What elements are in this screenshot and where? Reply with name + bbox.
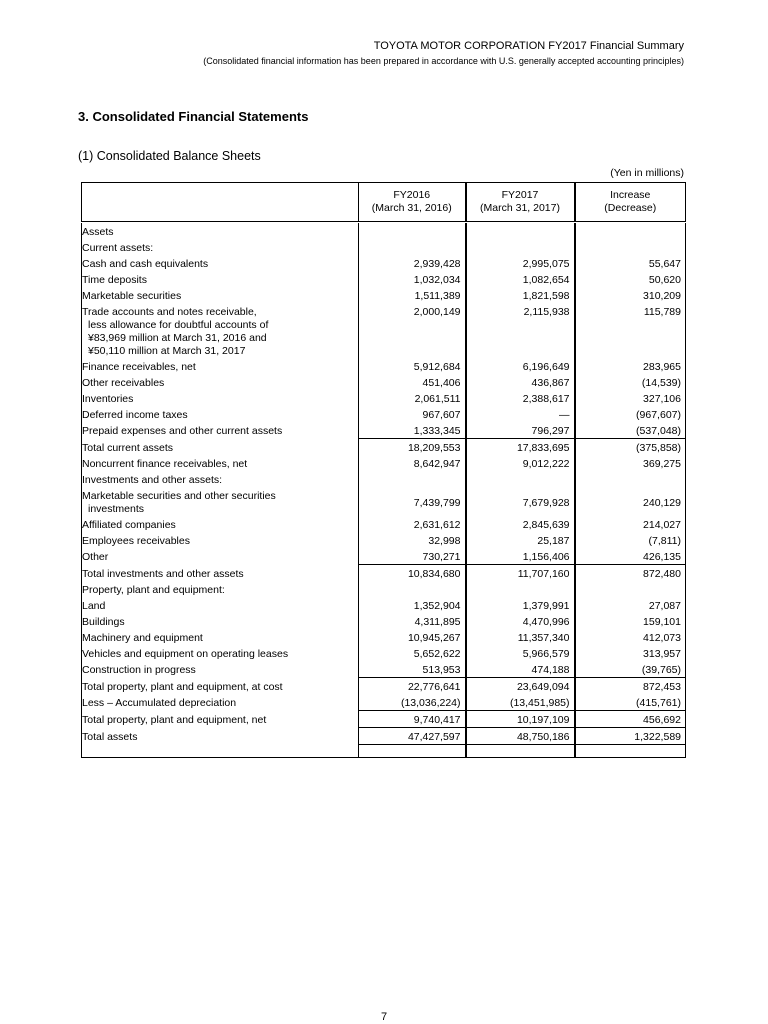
- cell-fy2016: 513,953: [359, 661, 466, 678]
- table-row: [82, 711, 686, 728]
- document-header-note: (Consolidated financial information has been prepared in accordance with U.S. generally accepted accounting principles): [203, 56, 684, 66]
- cell-fy2016: 8,642,947: [359, 455, 466, 471]
- cell-change: [575, 239, 686, 255]
- cell-fy2016: 5,652,622: [359, 645, 466, 661]
- cell-change: 27,087: [575, 597, 686, 613]
- cell-fy2017: 10,197,109: [466, 711, 575, 728]
- cell-fy2017: 9,012,222: [466, 455, 575, 471]
- page-number: 7: [380, 1011, 388, 1023]
- table-row: [82, 455, 686, 471]
- header-label-cell: [82, 183, 359, 222]
- table-row: [82, 255, 686, 271]
- row-label-text: Total property, plant and equipment, net: [82, 713, 267, 726]
- cell-fy2017: 796,297: [466, 422, 575, 439]
- row-label-text: Land: [82, 600, 106, 612]
- cell-change: 426,135: [575, 548, 686, 565]
- cell-fy2016: 4,311,895: [359, 613, 466, 629]
- table-row: [82, 728, 686, 745]
- cell-fy2017: 436,867: [466, 374, 575, 390]
- row-label-text: Marketable securities: [82, 290, 182, 302]
- row-label: [82, 516, 359, 532]
- balance-sheet-body: [82, 223, 686, 758]
- cell-change: [575, 223, 686, 239]
- cell-fy2016: 730,271: [359, 548, 466, 565]
- table-row: [82, 374, 686, 390]
- cell-fy2017: 1,821,598: [466, 287, 575, 303]
- table-row: [82, 565, 686, 582]
- cell-change: 369,275: [575, 455, 686, 471]
- header-fy2016-year: FY2016: [393, 189, 431, 201]
- row-label: [82, 629, 359, 645]
- row-label: [82, 358, 359, 374]
- cell-fy2017: 5,966,579: [466, 645, 575, 661]
- table-row: [82, 303, 686, 358]
- cell-fy2017: 1,156,406: [466, 548, 575, 565]
- table-row: [82, 629, 686, 645]
- cell-fy2017: 48,750,186: [466, 728, 575, 745]
- row-label-text: Assets: [82, 226, 114, 238]
- row-label-text: Noncurrent finance receivables, net: [82, 458, 248, 470]
- table-row: [82, 581, 686, 597]
- cell-fy2017: [466, 471, 575, 487]
- cell-fy2016: [359, 239, 466, 255]
- row-label-text: Marketable securities and other securities: [82, 490, 276, 502]
- table-row: [82, 532, 686, 548]
- row-label-text: Construction in progress: [82, 664, 196, 676]
- cell-change: 214,027: [575, 516, 686, 532]
- table-row: [82, 406, 686, 422]
- row-label-continuation: less allowance for doubtful accounts of: [88, 319, 269, 331]
- cell-fy2017: 2,115,938: [466, 303, 575, 358]
- unit-note: (Yen in millions): [610, 167, 684, 179]
- row-label: [82, 661, 359, 678]
- cell-fy2017: 11,357,340: [466, 629, 575, 645]
- row-label-text: Inventories: [82, 393, 134, 405]
- cell-change: 872,480: [575, 565, 686, 582]
- cell-change: [575, 581, 686, 597]
- row-label: [82, 487, 359, 516]
- row-label-text: Other: [82, 551, 109, 563]
- table-row: [82, 694, 686, 711]
- row-label: [82, 711, 359, 728]
- cell-fy2016: 9,740,417: [359, 711, 466, 728]
- row-label-text: Other receivables: [82, 377, 165, 389]
- cell-change: 310,209: [575, 287, 686, 303]
- row-label: [82, 728, 359, 745]
- row-label-text: Investments and other assets:: [82, 474, 223, 486]
- cell-fy2016: 32,998: [359, 532, 466, 548]
- cell-fy2017: 2,845,639: [466, 516, 575, 532]
- cell-fy2017: 2,388,617: [466, 390, 575, 406]
- cell-change: 159,101: [575, 613, 686, 629]
- document-header-company: TOYOTA MOTOR CORPORATION FY2017 Financial Summary: [373, 40, 684, 52]
- row-label-text: Total property, plant and equipment, at cost: [82, 680, 283, 693]
- cell-fy2016: [359, 223, 466, 239]
- row-label-text: Cash and cash equivalents: [82, 258, 209, 270]
- row-label: [82, 565, 359, 582]
- cell-change: 1,322,589: [575, 728, 686, 745]
- cell-change: (39,765): [575, 661, 686, 678]
- row-label: [82, 255, 359, 271]
- header-fy2016-date: (March 31, 2016): [371, 202, 452, 214]
- row-label-text: Total investments and other assets: [82, 567, 244, 580]
- cell-fy2017: 4,470,996: [466, 613, 575, 629]
- row-label: [82, 581, 359, 597]
- row-label-continuation: ¥83,969 million at March 31, 2016 and: [88, 332, 267, 344]
- cell-change: (7,811): [575, 532, 686, 548]
- cell-change: 240,129: [575, 487, 686, 516]
- cell-fy2016: 1,032,034: [359, 271, 466, 287]
- table-row: [82, 471, 686, 487]
- table-row: [82, 358, 686, 374]
- table-row: [82, 223, 686, 239]
- row-label: [82, 287, 359, 303]
- row-label: [82, 374, 359, 390]
- cell-fy2016: 7,439,799: [359, 487, 466, 516]
- header-fy2017-year: FY2017: [501, 189, 539, 201]
- cell-fy2017: [466, 223, 575, 239]
- cell-fy2016: 10,834,680: [359, 565, 466, 582]
- cell-fy2017: 1,082,654: [466, 271, 575, 287]
- cell-change: 283,965: [575, 358, 686, 374]
- table-row: [82, 597, 686, 613]
- row-label-text: Employees receivables: [82, 535, 190, 547]
- row-label: [82, 303, 359, 358]
- row-label-text: Vehicles and equipment on operating leases: [82, 648, 289, 660]
- row-label-continuation: ¥50,110 million at March 31, 2017: [88, 345, 246, 357]
- row-label: [82, 223, 359, 239]
- cell-fy2017: 25,187: [466, 532, 575, 548]
- table-row: [82, 678, 686, 695]
- row-label-text: Current assets:: [82, 242, 154, 254]
- row-label-text: Machinery and equipment: [82, 632, 203, 644]
- row-label: [82, 597, 359, 613]
- cell-fy2016: 2,939,428: [359, 255, 466, 271]
- table-row: [82, 645, 686, 661]
- cell-change: (415,761): [575, 694, 686, 711]
- row-label-text: Property, plant and equipment:: [82, 584, 225, 596]
- row-label-continuation: investments: [88, 503, 145, 515]
- table-row: [82, 287, 686, 303]
- section-subtitle: (1) Consolidated Balance Sheets: [78, 149, 261, 163]
- table-row: [82, 548, 686, 565]
- cell-fy2016: 451,406: [359, 374, 466, 390]
- row-label: [82, 645, 359, 661]
- cell-fy2016: 2,000,149: [359, 303, 466, 358]
- cell-fy2017: 7,679,928: [466, 487, 575, 516]
- cell-fy2016: (13,036,224): [359, 694, 466, 711]
- row-label: [82, 439, 359, 456]
- table-bottom-border: [82, 745, 686, 758]
- cell-fy2016: 1,333,345: [359, 422, 466, 439]
- cell-fy2016: 967,607: [359, 406, 466, 422]
- row-label: [82, 532, 359, 548]
- cell-fy2017: [466, 239, 575, 255]
- row-label-text: Total assets: [82, 730, 138, 743]
- cell-change: 115,789: [575, 303, 686, 358]
- table-row: [82, 439, 686, 456]
- row-label: [82, 455, 359, 471]
- table-row: [82, 239, 686, 255]
- cell-fy2017: 17,833,695: [466, 439, 575, 456]
- row-label-text: Prepaid expenses and other current assets: [82, 425, 283, 437]
- row-label-text: Less – Accumulated depreciation: [82, 697, 237, 709]
- cell-fy2016: 1,352,904: [359, 597, 466, 613]
- cell-fy2016: 2,061,511: [359, 390, 466, 406]
- cell-fy2016: 18,209,553: [359, 439, 466, 456]
- balance-sheet-table: [81, 182, 686, 758]
- cell-fy2016: 5,912,684: [359, 358, 466, 374]
- cell-change: (967,607): [575, 406, 686, 422]
- cell-change: 313,957: [575, 645, 686, 661]
- cell-fy2016: [359, 581, 466, 597]
- cell-fy2016: 22,776,641: [359, 678, 466, 695]
- cell-fy2017: 11,707,160: [466, 565, 575, 582]
- row-label: [82, 471, 359, 487]
- cell-fy2017: 2,995,075: [466, 255, 575, 271]
- cell-change: (375,858): [575, 439, 686, 456]
- row-label: [82, 548, 359, 565]
- cell-fy2017: 1,379,991: [466, 597, 575, 613]
- cell-change: 327,106: [575, 390, 686, 406]
- cell-change: 412,073: [575, 629, 686, 645]
- table-row: [82, 422, 686, 439]
- cell-fy2017: —: [466, 406, 575, 422]
- table-row: [82, 613, 686, 629]
- cell-fy2016: 2,631,612: [359, 516, 466, 532]
- cell-change: 50,620: [575, 271, 686, 287]
- row-label: [82, 694, 359, 711]
- row-label-text: Total current assets: [82, 441, 174, 454]
- cell-fy2016: 10,945,267: [359, 629, 466, 645]
- cell-fy2017: 6,196,649: [466, 358, 575, 374]
- header-fy2017-date: (March 31, 2017): [480, 202, 560, 214]
- header-change: [575, 183, 686, 222]
- header-change-title: Increase: [610, 189, 651, 201]
- table-row: [82, 271, 686, 287]
- row-label-text: Buildings: [82, 616, 125, 628]
- table-row: [82, 516, 686, 532]
- table-row: [82, 661, 686, 678]
- row-label: [82, 271, 359, 287]
- cell-change: 55,647: [575, 255, 686, 271]
- row-label-text: Deferred income taxes: [82, 409, 188, 421]
- row-label-text: Finance receivables, net: [82, 361, 196, 373]
- row-label: [82, 613, 359, 629]
- cell-fy2017: [466, 581, 575, 597]
- cell-change: [575, 471, 686, 487]
- cell-change: 456,692: [575, 711, 686, 728]
- cell-fy2016: 47,427,597: [359, 728, 466, 745]
- table-header-row: [82, 183, 686, 222]
- header-fy2017: [466, 183, 575, 222]
- cell-fy2017: 474,188: [466, 661, 575, 678]
- row-label: [82, 678, 359, 695]
- row-label: [82, 406, 359, 422]
- table-row: [82, 487, 686, 516]
- row-label-text: Trade accounts and notes receivable,: [82, 306, 257, 318]
- section-title: 3. Consolidated Financial Statements: [78, 109, 309, 124]
- cell-fy2017: (13,451,985): [466, 694, 575, 711]
- row-label: [82, 422, 359, 439]
- table-row: [82, 390, 686, 406]
- cell-fy2016: [359, 471, 466, 487]
- row-label-text: Affiliated companies: [82, 519, 176, 531]
- row-label-text: Time deposits: [82, 274, 147, 286]
- header-change-sub: (Decrease): [604, 202, 657, 214]
- cell-change: (14,539): [575, 374, 686, 390]
- row-label: [82, 239, 359, 255]
- cell-change: (537,048): [575, 422, 686, 439]
- cell-fy2016: 1,511,389: [359, 287, 466, 303]
- header-fy2016: [359, 183, 466, 222]
- row-label: [82, 390, 359, 406]
- cell-change: 872,453: [575, 678, 686, 695]
- cell-fy2017: 23,649,094: [466, 678, 575, 695]
